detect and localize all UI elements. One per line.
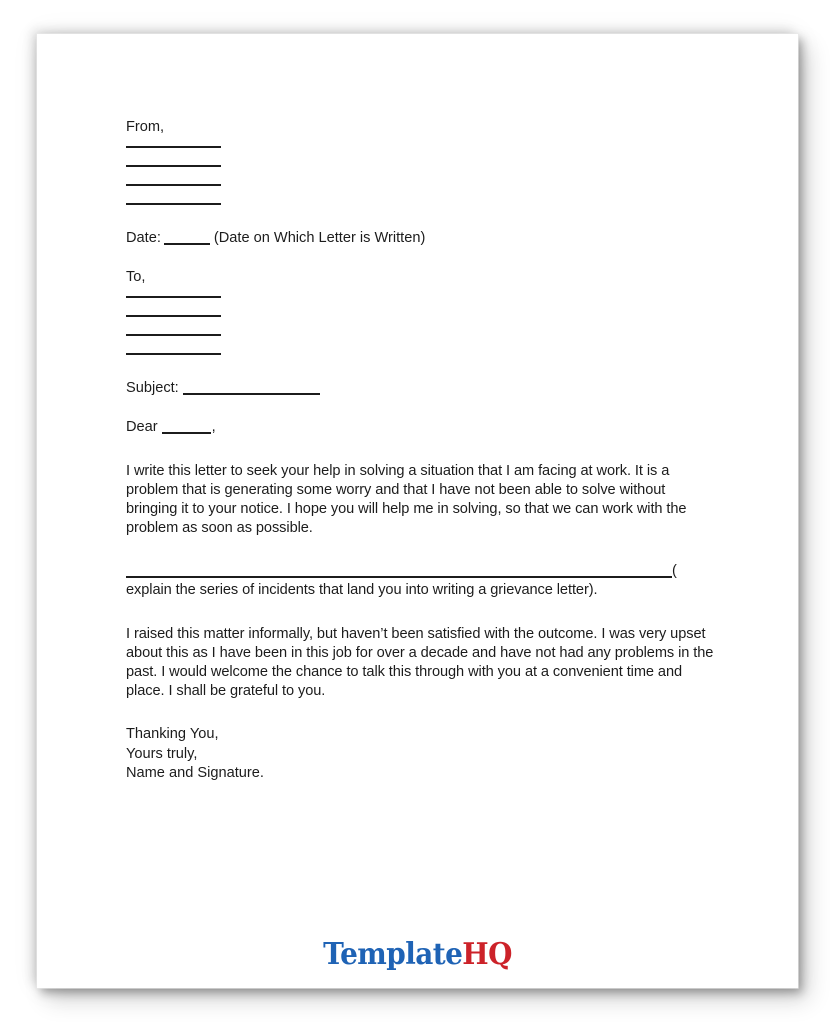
templatehq-logo [37, 937, 798, 972]
date-input-blank[interactable] [164, 243, 210, 245]
logo-text-template: Template [323, 937, 463, 972]
to-blank-line[interactable] [126, 315, 221, 317]
to-blank-line[interactable] [126, 296, 221, 298]
fill-in-blank-row [126, 562, 716, 581]
date-label: Date: [126, 230, 161, 247]
closing-block [126, 725, 716, 783]
closing-signature: Name and Signature. [126, 764, 264, 781]
closing-signoff: Yours truly, [126, 745, 198, 762]
date-row [126, 229, 716, 248]
letter-content [126, 118, 716, 783]
body-paragraph-1: I write this letter to seek your help in solving a situation that I am facing at work. It is a problem that is generating some worry and that I have not been able to solve without bringing it to your notice. I hope you will help me in solving, so that we can work with the problem as soon as possible. [126, 462, 687, 537]
logo-text-hq: HQ [462, 937, 512, 972]
closing-thanks: Thanking You, [126, 726, 219, 743]
spacer [126, 538, 716, 562]
spacer [126, 248, 716, 268]
to-blank-lines [126, 296, 716, 355]
from-blank-line[interactable] [126, 146, 221, 148]
from-blank-line[interactable] [126, 165, 221, 167]
fill-in-instruction: explain the series of incidents that land you into writing a grievance letter). [126, 582, 598, 599]
subject-input-blank[interactable] [183, 393, 320, 395]
letter-sheet [37, 34, 798, 988]
logo-wordmark [323, 937, 512, 972]
incident-details-blank[interactable] [126, 576, 672, 578]
to-label: To, [126, 269, 146, 286]
from-blank-line[interactable] [126, 184, 221, 186]
spacer [126, 355, 716, 379]
subject-label: Subject: [126, 380, 179, 397]
salutation-row [126, 418, 716, 437]
to-blank-line[interactable] [126, 334, 221, 336]
date-note: (Date on Which Letter is Written) [213, 230, 426, 247]
spacer [126, 205, 716, 229]
subject-row [126, 379, 716, 398]
salutation-suffix: , [211, 419, 216, 436]
spacer [126, 601, 716, 625]
body-paragraph-2: I raised this matter informally, but haven’t been satisfied with the outcome. I was very upset about this as I have been in this job for over a decade and have not had any problems in the past. I would welcome the chance to talk this through with you at a convenient time and place. I shall be grateful to you. [126, 625, 714, 700]
open-paren: ( [672, 563, 677, 580]
spacer [126, 701, 716, 725]
from-label: From, [126, 119, 165, 135]
salutation-input-blank[interactable] [162, 432, 211, 434]
spacer [126, 398, 716, 418]
salutation-prefix: Dear [126, 419, 158, 436]
spacer [126, 438, 716, 462]
from-blank-lines [126, 146, 716, 205]
